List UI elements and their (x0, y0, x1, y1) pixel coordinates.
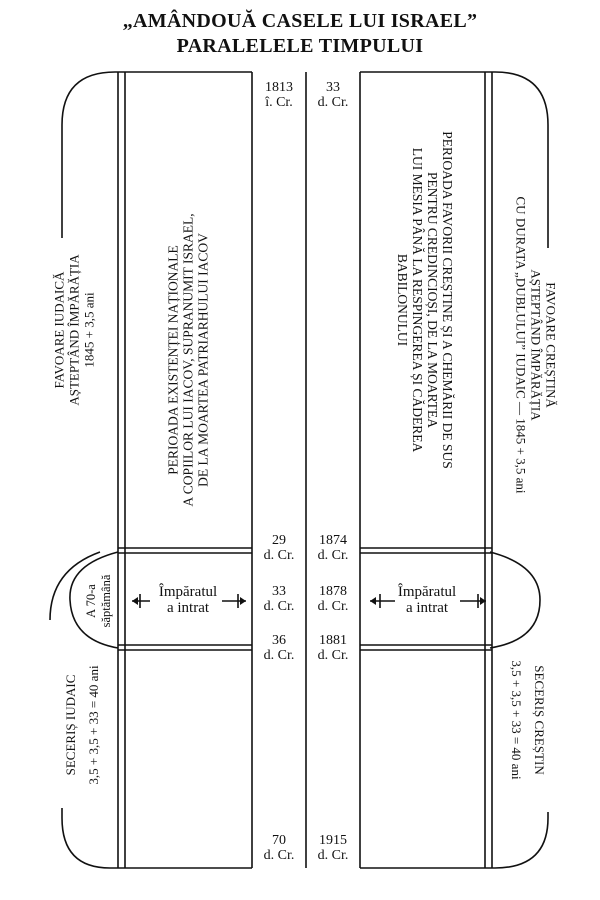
right-favor-line1: FAVOARE CREȘTINĂ (543, 282, 559, 408)
date-left-1813 (253, 80, 305, 110)
date-era: d. Cr. (263, 548, 295, 563)
right-favor-line2: AȘTEPTÂND ÎMPĂRĂȚIA (528, 269, 544, 421)
right-frame-bottom-curve (360, 812, 548, 868)
date-year: 29 (272, 533, 286, 548)
left-favor-text (52, 254, 97, 405)
left-king-word: Împăratul (158, 584, 218, 600)
left-period-line3: DE LA MOARTEA PATRIARHULUI IACOV (195, 233, 211, 487)
week-line2: săptămână (99, 574, 113, 628)
left-favor-line3: 1845 + 3,5 ani (81, 292, 97, 368)
date-year: 36 (272, 633, 286, 648)
right-seal-curve (490, 552, 540, 648)
date-year: 1874 (319, 533, 347, 548)
left-period-text (166, 213, 211, 506)
right-favor-text (514, 197, 559, 494)
right-king-word: Împăratul (397, 584, 457, 600)
date-year: 70 (272, 833, 286, 848)
right-period-text (395, 131, 455, 468)
right-period-line4: BABILONULUI (395, 253, 410, 347)
date-era: d. Cr. (317, 848, 349, 863)
left-frame-top-curve (62, 72, 252, 238)
date-year: 1881 (319, 633, 347, 648)
left-frame-bottom-curve (62, 808, 252, 868)
date-era: d. Cr. (263, 848, 295, 863)
date-right-1915 (307, 833, 359, 863)
left-harvest-line2: 3,5 + 3,5 + 33 = 40 ani (86, 665, 101, 785)
date-right-1874 (307, 533, 359, 563)
diagram-title: „AMÂNDOUĂ CASELE LUI ISRAEL” (122, 10, 478, 32)
right-harvest-text (509, 660, 547, 779)
date-year: 1813 (265, 80, 293, 95)
date-era: d. Cr. (317, 95, 349, 110)
date-year: 1915 (319, 833, 347, 848)
right-period-line2: PENTRU CREDINCIOȘI, DE LA MOARTEA (425, 171, 440, 429)
right-entered-word: a intrat (405, 600, 449, 616)
date-era: d. Cr. (317, 548, 349, 563)
date-year: 1878 (319, 584, 347, 599)
right-favor-line3: CU DURATA „DUBLULUI” IUDAIC — 1845 + 3,5 ani (513, 196, 529, 494)
date-left-36 (253, 633, 305, 663)
left-harvest-line1: SECERIȘ IUDAIC (63, 674, 78, 776)
date-year: 33 (326, 80, 340, 95)
diagram-subtitle: PARALELELE TIMPULUI (176, 35, 424, 57)
date-right-1881 (307, 633, 359, 663)
left-period-line2: A COPIILOR LUI IACOV, SUPRANUMIT ISRAEL, (180, 213, 196, 507)
right-harvest-line1: SECERIȘ CREȘTIN (532, 665, 547, 775)
date-era: d. Cr. (263, 599, 295, 614)
date-year: 33 (272, 584, 286, 599)
left-entered-word: a intrat (166, 600, 210, 616)
right-harvest-line2: 3,5 + 3,5 + 33 = 40 ani (509, 660, 524, 780)
date-right-1878 (307, 584, 359, 614)
week-line1: A 70-a (84, 584, 98, 618)
date-era: d. Cr. (317, 648, 349, 663)
left-king-entered-label (128, 584, 248, 616)
date-era: d. Cr. (317, 599, 349, 614)
right-period-line1: PERIOADA FAVORII CREȘTINE ȘI A CHEMĂRII DE SUS (440, 131, 455, 469)
left-harvest-text (63, 665, 101, 784)
date-left-70 (253, 833, 305, 863)
left-favor-line1: FAVOARE IUDAICĂ (51, 271, 67, 389)
date-era: î. Cr. (265, 95, 293, 110)
date-era: d. Cr. (263, 648, 295, 663)
right-king-entered-label (367, 584, 487, 616)
week-70-label (84, 575, 114, 628)
date-left-33 (253, 584, 305, 614)
left-period-line1: PERIOADA EXISTENȚEI NAȚIONALE (165, 245, 181, 475)
left-favor-line2: AȘTEPTÂND ÎMPĂRĂȚIA (66, 254, 82, 406)
date-right-33 (307, 80, 359, 110)
date-left-29 (253, 533, 305, 563)
right-period-line3: LUI MESIA PÂNĂ LA RESPINGEREA ȘI CĂDEREA (410, 147, 425, 453)
